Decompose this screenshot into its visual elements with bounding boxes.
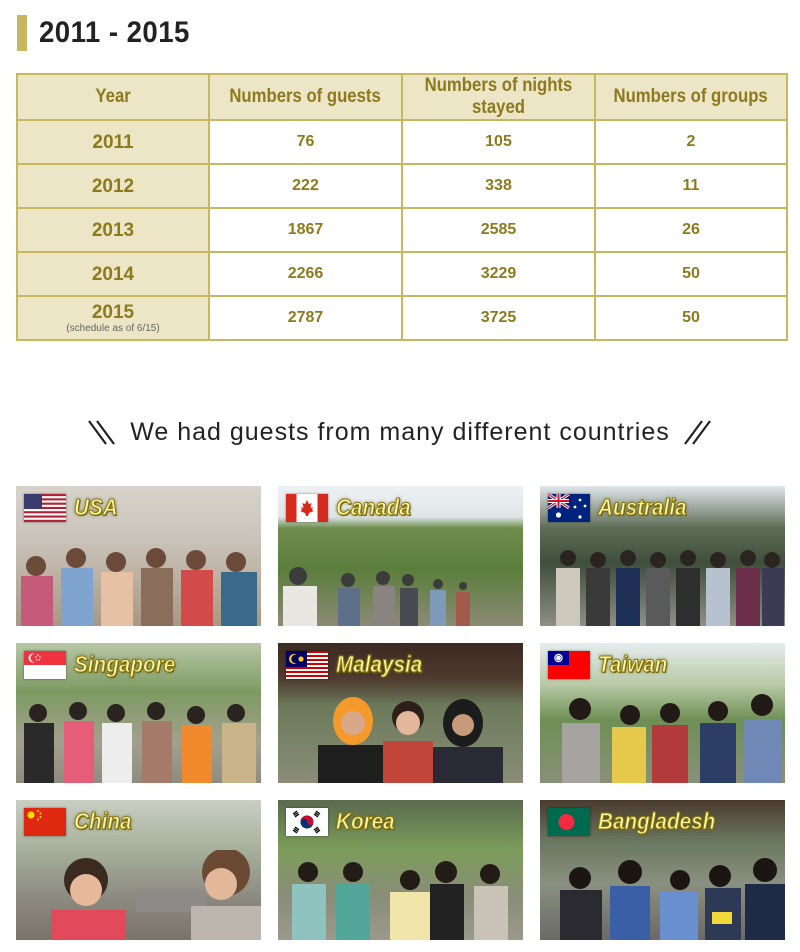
groups-cell: 50	[595, 296, 787, 340]
year-cell: 2012	[17, 164, 209, 208]
nights-cell: 2585	[402, 208, 595, 252]
table-row	[17, 252, 787, 296]
country-photo-malaysia	[278, 643, 523, 783]
groups-cell: 26	[595, 208, 787, 252]
country-name: Singapore	[74, 651, 176, 677]
people-silhouettes	[540, 536, 785, 626]
guests-cell: 2266	[209, 252, 402, 296]
country-name: Malaysia	[336, 651, 423, 677]
country-photo-china	[16, 800, 261, 940]
country-name: Canada	[336, 494, 411, 520]
guests-cell: 1867	[209, 208, 402, 252]
country-photo-bangladesh	[540, 800, 785, 940]
korea-flag-icon	[286, 808, 328, 836]
people-silhouettes	[540, 693, 785, 783]
country-name: China	[74, 808, 132, 834]
table-row	[17, 164, 787, 208]
guests-cell: 222	[209, 164, 402, 208]
section-title: 2011 - 2015	[39, 16, 190, 49]
countries-heading	[0, 412, 800, 452]
china-flag-icon	[24, 808, 66, 836]
nights-cell: 338	[402, 164, 595, 208]
country-name: Bangladesh	[598, 808, 716, 834]
year-cell: 2015 (schedule as of 6/15)	[17, 296, 209, 340]
year-cell: 2014	[17, 252, 209, 296]
stats-table	[16, 73, 788, 341]
people-silhouettes	[278, 536, 523, 626]
people-silhouettes	[278, 693, 523, 783]
double-slash-left-icon	[86, 417, 118, 447]
usa-flag-icon	[24, 494, 66, 522]
guests-cell: 76	[209, 120, 402, 164]
malaysia-flag-icon	[286, 651, 328, 679]
nights-cell: 3725	[402, 296, 595, 340]
australia-flag-icon	[548, 494, 590, 522]
section-heading	[17, 14, 203, 52]
header-guests: Numbers of guests	[209, 74, 402, 120]
header-groups: Numbers of groups	[595, 74, 787, 120]
groups-cell: 50	[595, 252, 787, 296]
table-row	[17, 296, 787, 340]
taiwan-flag-icon	[548, 651, 590, 679]
groups-cell: 2	[595, 120, 787, 164]
country-photo-australia	[540, 486, 785, 626]
bangladesh-flag-icon	[548, 808, 590, 836]
country-photo-usa	[16, 486, 261, 626]
groups-cell: 11	[595, 164, 787, 208]
people-silhouettes	[16, 536, 261, 626]
table-row	[17, 208, 787, 252]
year-cell: 2013	[17, 208, 209, 252]
people-silhouettes	[16, 693, 261, 783]
countries-heading-text: We had guests from many different countries	[130, 417, 670, 446]
year-cell: 2011	[17, 120, 209, 164]
country-photo-singapore	[16, 643, 261, 783]
header-nights: Numbers of nights stayed	[402, 74, 595, 120]
country-name: Korea	[336, 808, 395, 834]
people-silhouettes	[278, 850, 523, 940]
country-name: Australia	[598, 494, 687, 520]
people-silhouettes	[16, 850, 261, 940]
guests-cell: 2787	[209, 296, 402, 340]
double-slash-right-icon	[682, 417, 714, 447]
header-year: Year	[17, 74, 209, 120]
country-photo-canada	[278, 486, 523, 626]
table-row	[17, 120, 787, 164]
nights-cell: 105	[402, 120, 595, 164]
canada-flag-icon	[286, 494, 328, 522]
singapore-flag-icon	[24, 651, 66, 679]
table-header-row	[17, 74, 787, 120]
people-silhouettes	[540, 850, 785, 940]
year-note: (schedule as of 6/15)	[66, 322, 160, 334]
country-name: Taiwan	[598, 651, 668, 677]
country-name: USA	[74, 494, 118, 520]
heading-accent-bar	[17, 15, 27, 51]
country-photo-taiwan	[540, 643, 785, 783]
country-photo-korea	[278, 800, 523, 940]
nights-cell: 3229	[402, 252, 595, 296]
